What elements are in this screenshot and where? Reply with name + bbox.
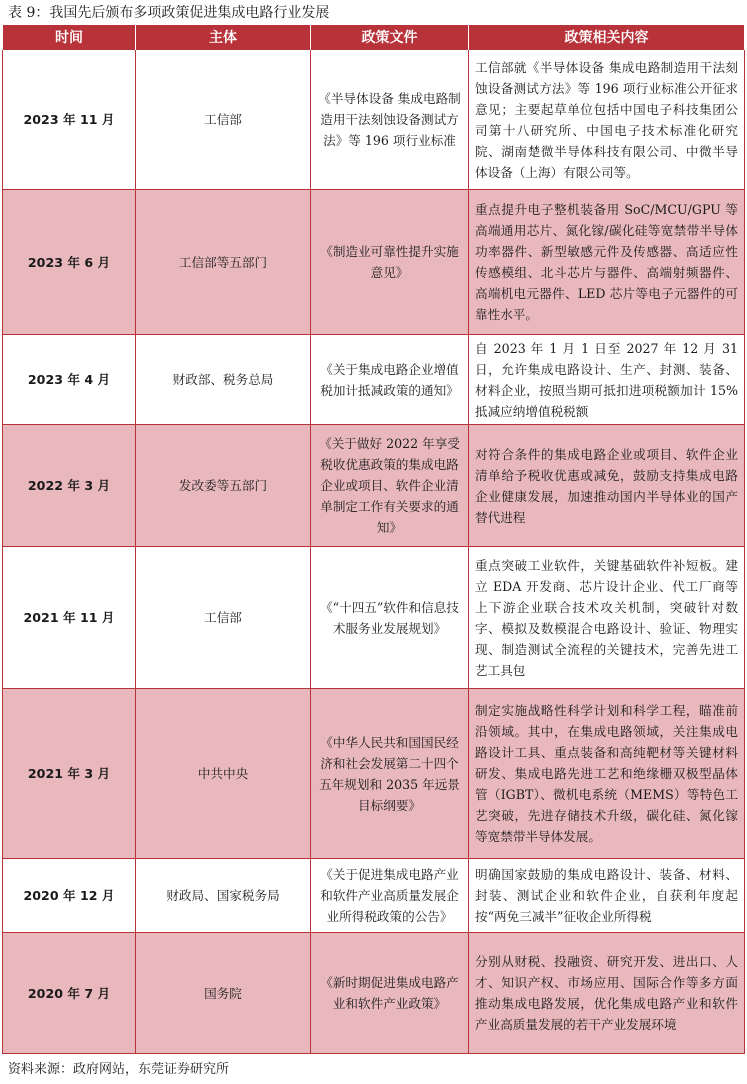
cell-doc: 《关于做好 2022 年享受税收优惠政策的集成电路企业或项目、软件企业清单制定工作有关要求的通知》 [311, 425, 469, 547]
cell-body: 国务院 [136, 933, 311, 1054]
policy-table [2, 25, 745, 1054]
cell-body: 中共中央 [136, 689, 311, 859]
cell-content: 工信部就《半导体设备 集成电路制造用干法刻蚀设备测试方法》等 196 项行业标准公开征求意见；主要起草单位包括中国电子科技集团公司第十八研究所、中国电子技术标准化研究院、湖南楚微半导体科技有限公司、中微半导体设备（上海）有限公司等。 [469, 50, 745, 190]
cell-body: 财政部、税务总局 [136, 335, 311, 425]
header-time: 时间 [3, 25, 136, 50]
cell-body: 财政局、国家税务局 [136, 859, 311, 933]
table-row [3, 933, 745, 1054]
cell-body: 工信部 [136, 547, 311, 689]
source-note: 资料来源：政府网站，东莞证券研究所 [8, 1062, 230, 1077]
table-caption: 表 9：我国先后颁布多项政策促进集成电路行业发展 [8, 5, 330, 21]
cell-time: 2023 年 6 月 [3, 190, 136, 335]
cell-doc: 《关于集成电路企业增值税加计抵减政策的通知》 [311, 335, 469, 425]
cell-body: 发改委等五部门 [136, 425, 311, 547]
header-content: 政策相关内容 [469, 25, 745, 50]
cell-content: 制定实施战略性科学计划和科学工程，瞄准前沿领域。其中，在集成电路领域，关注集成电路设计工具、重点装备和高纯靶材等关键材料研发、集成电路先进工艺和绝缘栅双极型晶体管（IGBT）、微机电系统（MEMS）等特色工艺突破，先进存储技术升级，碳化硅、氮化镓等宽禁带半导体发展。 [469, 689, 745, 859]
cell-time: 2023 年 11 月 [3, 50, 136, 190]
table-row [3, 50, 745, 190]
table-row [3, 859, 745, 933]
cell-content: 对符合条件的集成电路企业或项目、软件企业清单给予税收优惠或减免，鼓励支持集成电路企业健康发展，加速推动国内半导体业的国产替代进程 [469, 425, 745, 547]
cell-doc: 《“十四五”软件和信息技术服务业发展规划》 [311, 547, 469, 689]
cell-time: 2020 年 7 月 [3, 933, 136, 1054]
cell-content: 分别从财税、投融资、研究开发、进出口、人才、知识产权、市场应用、国际合作等多方面推动集成电路发展，优化集成电路产业和软件产业高质量发展的若干产业发展环境 [469, 933, 745, 1054]
table-row [3, 425, 745, 547]
cell-content: 明确国家鼓励的集成电路设计、装备、材料、封装、测试企业和软件企业，自获利年度起按“两免三减半”征收企业所得税 [469, 859, 745, 933]
table-row [3, 190, 745, 335]
table-row [3, 547, 745, 689]
cell-doc: 《中华人民共和国国民经济和社会发展第二十四个五年规划和 2035 年远景目标纲要》 [311, 689, 469, 859]
cell-body: 工信部 [136, 50, 311, 190]
cell-content: 重点突破工业软件，关键基础软件补短板。建立 EDA 开发商、芯片设计企业、代工厂商等上下游企业联合技术攻关机制，突破针对数字、模拟及数模混合电路设计、验证、物理实现、制造测试全流程的关键技术，完善先进工艺工具包 [469, 547, 745, 689]
header-row [3, 25, 745, 50]
cell-content: 重点提升电子整机装备用 SoC/MCU/GPU 等高端通用芯片、氮化镓/碳化硅等宽禁带半导体功率器件、新型敏感元件及传感器、高适应性传感模组、北斗芯片与器件、高端射频器件、高端机电元器件、LED 芯片等电子元器件的可靠性水平。 [469, 190, 745, 335]
cell-doc: 《新时期促进集成电路产业和软件产业政策》 [311, 933, 469, 1054]
table-row [3, 689, 745, 859]
table-row [3, 335, 745, 425]
cell-doc: 《制造业可靠性提升实施意见》 [311, 190, 469, 335]
cell-doc: 《关于促进集成电路产业和软件产业高质量发展企业所得税政策的公告》 [311, 859, 469, 933]
cell-body: 工信部等五部门 [136, 190, 311, 335]
cell-time: 2023 年 4 月 [3, 335, 136, 425]
cell-content: 自 2023 年 1 月 1 日至 2027 年 12 月 31 日，允许集成电路设计、生产、封测、装备、材料企业，按照当期可抵扣进项税额加计 15%抵减应纳增值税税额 [469, 335, 745, 425]
cell-time: 2020 年 12 月 [3, 859, 136, 933]
cell-time: 2021 年 11 月 [3, 547, 136, 689]
cell-time: 2021 年 3 月 [3, 689, 136, 859]
cell-doc: 《半导体设备 集成电路制造用干法刻蚀设备测试方法》等 196 项行业标准 [311, 50, 469, 190]
header-doc: 政策文件 [311, 25, 469, 50]
cell-time: 2022 年 3 月 [3, 425, 136, 547]
header-body: 主体 [136, 25, 311, 50]
